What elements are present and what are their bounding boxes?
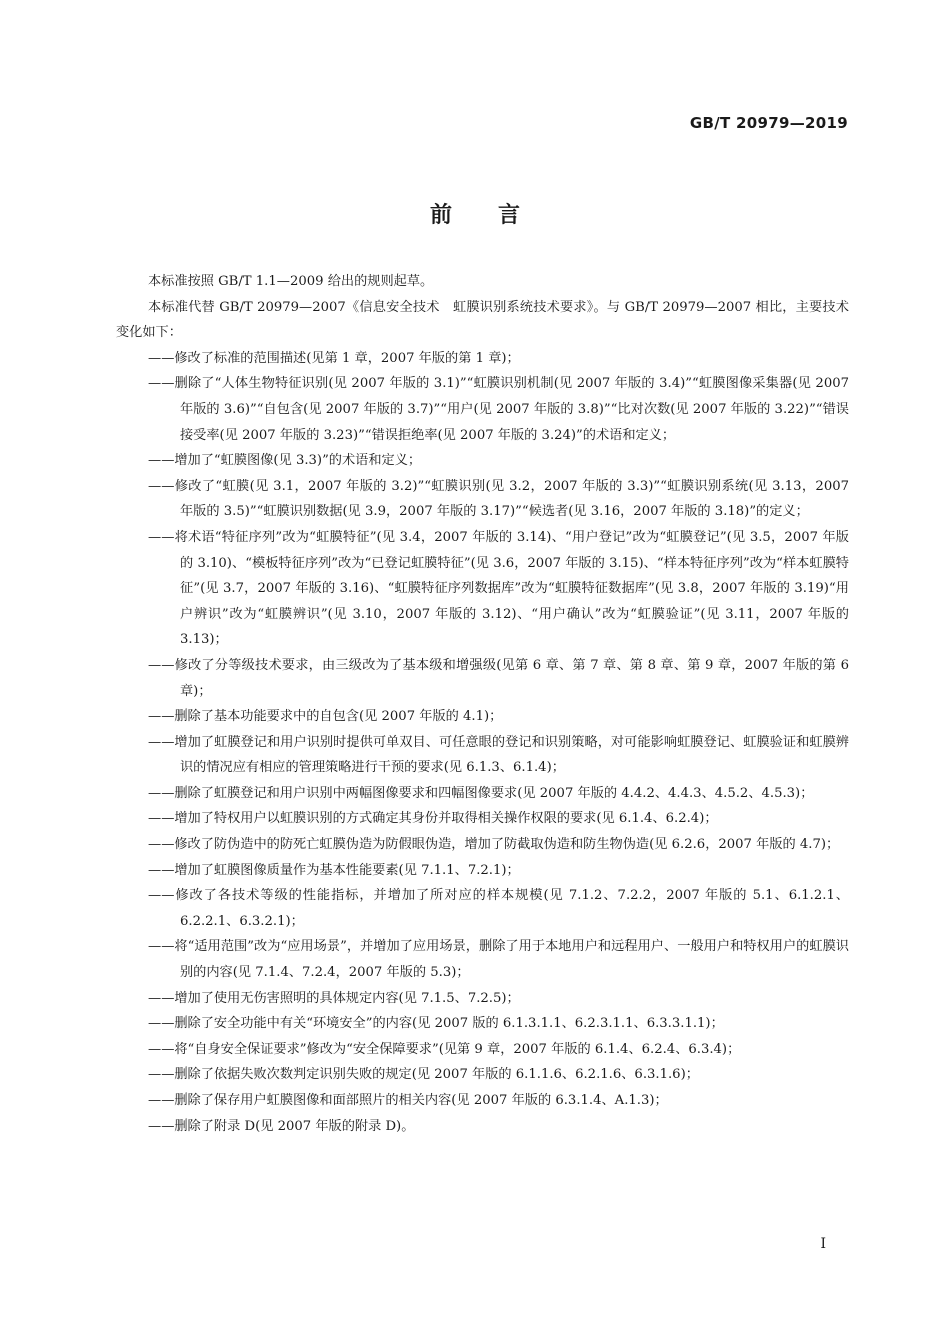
- standard-code: GB/T 20979—2019: [689, 114, 848, 132]
- list-item: ——将“自身安全保证要求”修改为“安全保障要求”(见第 9 章，2007 年版的 6.1.4、6.2.4、6.3.4)；: [148, 1041, 741, 1057]
- title-char-2: 言: [498, 203, 521, 228]
- list-item: ——删除了基本功能要求中的自包含(见 2007 年版的 4.1)；: [148, 709, 503, 725]
- list-item: ——增加了虹膜图像质量作为基本性能要素(见 7.1.1、7.2.1)；: [148, 862, 520, 878]
- title-char-1: 前: [429, 203, 452, 228]
- list-item: ——增加了使用无伤害照明的具体规定内容(见 7.1.5、7.2.5)；: [148, 990, 520, 1006]
- list-item: ——将“适用范围”改为“应用场景”，并增加了应用场景，删除了用于本地用户和远程用户、一般用户和特权用户的虹膜识别的内容(见 7.1.4、7.2.4，2007 年版的 5.3)；: [148, 939, 849, 981]
- document-body: [116, 269, 849, 1139]
- list-item: ——修改了各技术等级的性能指标，并增加了所对应的样本规模(见 7.1.2、7.2.2，2007 年版的 5.1、6.1.2.1、6.2.2.1、6.3.2.1)；: [148, 888, 849, 929]
- list-item: ——增加了虹膜登记和用户识别时提供可单双目、可任意眼的登记和识别策略，对可能影响虹膜登记、虹膜验证和虹膜辨识的情况应有相应的管理策略进行干预的要求(见 6.1.3、6.1.4)；: [148, 734, 849, 776]
- list-item: ——删除了附录 D(见 2007 年版的附录 D)。: [148, 1118, 415, 1134]
- page-title: [0, 198, 950, 229]
- list-item: ——增加了“虹膜图像(见 3.3)”的术语和定义；: [148, 453, 422, 469]
- list-item: ——删除了“人体生物特征识别(见 2007 年版的 3.1)”“虹膜识别机制(见 2007 年版的 3.4)”“虹膜图像采集器(见 2007 年版的 3.6)”“自包含(见 2007 年版的 3.7)”“用户(见 2007 年版的 3.8)”“比对次数(见 2007 年版的 3.22)”“错误接受率(见 2007 年版的 3.23)”“错误拒绝率(见 2007 年版的 3.24)”的术语和定义；: [148, 376, 849, 443]
- list-item: ——修改了分等级技术要求，由三级改为了基本级和增强级(见第 6 章、第 7 章、第 8 章、第 9 章，2007 年版的第 6 章)；: [148, 657, 849, 699]
- list-item: ——删除了虹膜登记和用户识别中两幅图像要求和四幅图像要求(见 2007 年版的 4.4.2、4.4.3、4.5.2、4.5.3)；: [148, 785, 814, 801]
- list-item: ——修改了标准的范围描述(见第 1 章，2007 年版的第 1 章)；: [148, 350, 520, 366]
- page-number: I: [820, 1236, 826, 1252]
- list-item: ——修改了防伪造中的防死亡虹膜伪造为防假眼伪造，增加了防截取伪造和防生物伪造(见 6.2.6，2007 年版的 4.7)；: [148, 837, 840, 853]
- list-item: ——删除了安全功能中有关“环境安全”的内容(见 2007 版的 6.1.3.1.1、6.2.3.1.1、6.3.3.1.1)；: [148, 1016, 724, 1032]
- list-item: ——删除了依据失败次数判定识别失败的规定(见 2007 年版的 6.1.1.6、6.2.1.6、6.3.1.6)；: [148, 1067, 699, 1083]
- paragraph: 本标准按照 GB/T 1.1—2009 给出的规则起草。: [148, 274, 434, 289]
- paragraph: 本标准代替 GB/T 20979—2007《信息安全技术 虹膜识别系统技术要求》。与 GB/T 20979—2007 相比，主要技术变化如下：: [116, 299, 849, 341]
- list-item: ——修改了“虹膜(见 3.1，2007 年版的 3.2)”“虹膜识别(见 3.2，2007 年版的 3.3)”“虹膜识别系统(见 3.13，2007 年版的 3.5)”“虹膜识别数据(见 3.9，2007 年版的 3.17)”“候选者(见 3.16，2007 年版的 3.18)”的定义；: [148, 478, 849, 520]
- list-item: ——将术语“特征序列”改为“虹膜特征”(见 3.4，2007 年版的 3.14)、“用户登记”改为“虹膜登记”(见 3.5，2007 年版的 3.10)、“模板特征序列”改为“已登记虹膜特征”(见 3.6，2007 年版的 3.15)、“样本特征序列”改为“样本虹膜特征”(见 3.7，2007 年版的 3.16)、“虹膜特征序列数据库”改为“虹膜特征数据库”(见 3.8，2007 年版的 3.19)“用户辨识”改为“虹膜辨识”(见 3.10，2007 年版的 3.12)、“用户确认”改为“虹膜验证”(见 3.11，2007 年版的 3.13)；: [148, 529, 849, 648]
- list-item: ——增加了特权用户以虹膜识别的方式确定其身份并取得相关操作权限的要求(见 6.1.4、6.2.4)；: [148, 811, 718, 827]
- list-item: ——删除了保存用户虹膜图像和面部照片的相关内容(见 2007 年版的 6.3.1.4、A.1.3)；: [148, 1093, 668, 1108]
